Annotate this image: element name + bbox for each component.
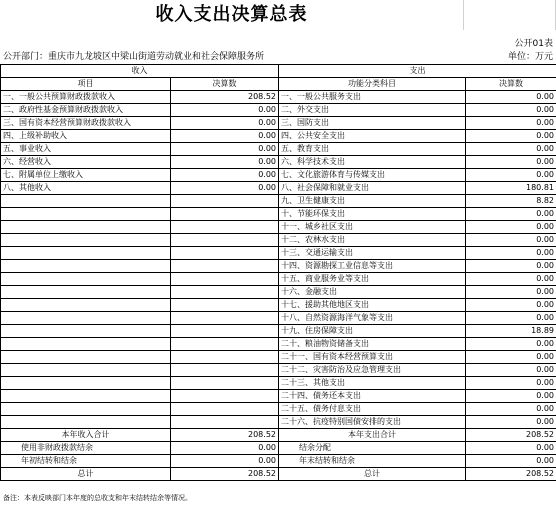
income-amount xyxy=(171,338,279,351)
income-amount: 0.00 xyxy=(171,117,279,130)
expense-amount: 0.00 xyxy=(466,156,556,169)
expense-item: 二、外交支出 xyxy=(279,104,466,117)
income-item: 五、事业收入 xyxy=(1,143,171,156)
expense-item: 十二、农林水支出 xyxy=(279,234,466,247)
table-row xyxy=(1,338,556,351)
income-amount xyxy=(171,377,279,390)
table-row xyxy=(1,351,556,364)
expense-header: 支出 xyxy=(279,65,556,78)
income-item: 总计 xyxy=(1,468,171,481)
unit-label: 单位：万元 xyxy=(507,52,553,62)
expense-item: 二十五、债务付息支出 xyxy=(279,403,466,416)
expense-amount: 0.00 xyxy=(466,390,556,403)
table-row xyxy=(1,221,556,234)
expense-item: 一、一般公共服务支出 xyxy=(279,91,466,104)
income-item xyxy=(1,286,171,299)
expense-amount: 0.00 xyxy=(466,117,556,130)
expense-item: 十八、自然资源海洋气象等支出 xyxy=(279,312,466,325)
table-row xyxy=(1,455,556,468)
table-row xyxy=(1,325,556,338)
expense-amount: 0.00 xyxy=(466,143,556,156)
table-row xyxy=(1,143,556,156)
income-amount: 0.00 xyxy=(171,130,279,143)
expense-item: 十、节能环保支出 xyxy=(279,208,466,221)
income-amount: 208.52 xyxy=(171,429,279,442)
income-item: 使用非财政拨款结余 xyxy=(1,442,171,455)
expense-item: 年末结转和结余 xyxy=(279,455,466,468)
income-item xyxy=(1,338,171,351)
income-item xyxy=(1,208,171,221)
income-amount xyxy=(171,364,279,377)
expense-item: 五、教育支出 xyxy=(279,143,466,156)
expense-item: 八、社会保障和就业支出 xyxy=(279,182,466,195)
table-row xyxy=(1,234,556,247)
expense-item: 三、国防支出 xyxy=(279,117,466,130)
expense-item: 十五、商业服务业等支出 xyxy=(279,273,466,286)
income-amount xyxy=(171,286,279,299)
form-number: 公开01表 xyxy=(514,39,553,49)
income-amount xyxy=(171,403,279,416)
table-row xyxy=(1,364,556,377)
amount2-header: 决算数 xyxy=(466,78,556,91)
table-header-group xyxy=(1,65,556,78)
expense-amount: 0.00 xyxy=(466,338,556,351)
income-amount xyxy=(171,351,279,364)
income-amount: 0.00 xyxy=(171,156,279,169)
expense-amount: 0.00 xyxy=(466,273,556,286)
income-expense-table xyxy=(0,64,556,481)
table-column-header xyxy=(1,78,556,91)
income-amount: 208.52 xyxy=(171,91,279,104)
function-item-header: 功能分类科目 xyxy=(279,78,466,91)
income-item: 八、其他收入 xyxy=(1,182,171,195)
expense-amount: 0.00 xyxy=(466,169,556,182)
income-amount xyxy=(171,416,279,429)
expense-item: 二十三、其他支出 xyxy=(279,377,466,390)
expense-amount: 0.00 xyxy=(466,130,556,143)
income-item xyxy=(1,221,171,234)
expense-amount: 18.89 xyxy=(466,325,556,338)
table-row xyxy=(1,429,556,442)
income-item xyxy=(1,351,171,364)
income-item xyxy=(1,390,171,403)
expense-item: 四、公共安全支出 xyxy=(279,130,466,143)
table-row xyxy=(1,299,556,312)
income-amount xyxy=(171,325,279,338)
table-row xyxy=(1,117,556,130)
table-row xyxy=(1,156,556,169)
table-row xyxy=(1,104,556,117)
income-item: 一、一般公共预算财政拨款收入 xyxy=(1,91,171,104)
income-amount: 0.00 xyxy=(171,182,279,195)
footnote: 备注：本表反映部门本年度的总收支和年末结转结余等情况。 xyxy=(3,494,192,502)
income-item xyxy=(1,325,171,338)
expense-item: 结余分配 xyxy=(279,442,466,455)
item-header: 项目 xyxy=(1,78,171,91)
expense-item: 二十四、债务还本支出 xyxy=(279,390,466,403)
table-row xyxy=(1,390,556,403)
expense-item: 六、科学技术支出 xyxy=(279,156,466,169)
table-row xyxy=(1,442,556,455)
expense-amount: 0.00 xyxy=(466,221,556,234)
expense-item: 二十二、灾害防治及应急管理支出 xyxy=(279,364,466,377)
expense-amount: 8.82 xyxy=(466,195,556,208)
department-label: 公开部门：重庆市九龙坡区中梁山街道劳动就业和社会保障服务所 xyxy=(3,52,265,62)
income-item xyxy=(1,247,171,260)
table-row xyxy=(1,130,556,143)
table-row xyxy=(1,312,556,325)
income-amount: 208.52 xyxy=(171,468,279,481)
income-amount xyxy=(171,208,279,221)
income-amount: 0.00 xyxy=(171,104,279,117)
table-row xyxy=(1,91,556,104)
income-item: 四、上级补助收入 xyxy=(1,130,171,143)
expense-item: 本年支出合计 xyxy=(279,429,466,442)
income-item xyxy=(1,299,171,312)
table-row xyxy=(1,416,556,429)
expense-amount: 0.00 xyxy=(466,442,556,455)
expense-amount: 208.52 xyxy=(466,429,556,442)
table-row xyxy=(1,260,556,273)
expense-item: 十七、援助其他地区支出 xyxy=(279,299,466,312)
expense-item: 二十、粮油物资储备支出 xyxy=(279,338,466,351)
expense-item: 十一、城乡社区支出 xyxy=(279,221,466,234)
income-item: 年初结转和结余 xyxy=(1,455,171,468)
table-row xyxy=(1,247,556,260)
income-header: 收入 xyxy=(1,65,279,78)
expense-amount: 0.00 xyxy=(466,312,556,325)
income-item: 三、国有资本经营预算财政拨款收入 xyxy=(1,117,171,130)
income-amount: 0.00 xyxy=(171,455,279,468)
expense-item: 九、卫生健康支出 xyxy=(279,195,466,208)
table-row xyxy=(1,403,556,416)
income-amount xyxy=(171,234,279,247)
expense-item: 二十六、抗疫特别国债安排的支出 xyxy=(279,416,466,429)
expense-amount: 0.00 xyxy=(466,416,556,429)
income-item: 二、政府性基金预算财政拨款收入 xyxy=(1,104,171,117)
table-row xyxy=(1,208,556,221)
income-item xyxy=(1,416,171,429)
title-grid-cell xyxy=(463,0,556,30)
table-row xyxy=(1,468,556,481)
income-item: 六、经营收入 xyxy=(1,156,171,169)
income-item xyxy=(1,364,171,377)
expense-amount: 180.81 xyxy=(466,182,556,195)
income-amount xyxy=(171,195,279,208)
expense-item: 十三、交通运输支出 xyxy=(279,247,466,260)
income-amount xyxy=(171,273,279,286)
table-row xyxy=(1,273,556,286)
income-amount: 0.00 xyxy=(171,143,279,156)
income-item: 本年收入合计 xyxy=(1,429,171,442)
expense-item: 十四、资源勘探工业信息等支出 xyxy=(279,260,466,273)
expense-amount: 0.00 xyxy=(466,91,556,104)
expense-amount: 0.00 xyxy=(466,377,556,390)
expense-amount: 0.00 xyxy=(466,364,556,377)
expense-amount: 0.00 xyxy=(466,286,556,299)
expense-item: 十九、住房保障支出 xyxy=(279,325,466,338)
income-amount xyxy=(171,299,279,312)
page-title: 收入支出决算总表 xyxy=(155,4,308,25)
income-item xyxy=(1,312,171,325)
income-item xyxy=(1,234,171,247)
expense-amount: 0.00 xyxy=(466,351,556,364)
expense-amount: 0.00 xyxy=(466,403,556,416)
table-row xyxy=(1,195,556,208)
income-amount xyxy=(171,221,279,234)
income-amount xyxy=(171,260,279,273)
income-amount xyxy=(171,312,279,325)
income-item xyxy=(1,195,171,208)
income-item xyxy=(1,273,171,286)
table-row xyxy=(1,286,556,299)
income-amount xyxy=(171,247,279,260)
expense-amount: 208.52 xyxy=(466,468,556,481)
table-row xyxy=(1,182,556,195)
table-row xyxy=(1,169,556,182)
income-amount xyxy=(171,390,279,403)
expense-item: 十六、金融支出 xyxy=(279,286,466,299)
income-amount: 0.00 xyxy=(171,169,279,182)
expense-amount: 0.00 xyxy=(466,104,556,117)
income-item xyxy=(1,260,171,273)
expense-amount: 0.00 xyxy=(466,455,556,468)
expense-item: 二十一、国有资本经营预算支出 xyxy=(279,351,466,364)
expense-amount: 0.00 xyxy=(466,247,556,260)
expense-item: 总计 xyxy=(279,468,466,481)
expense-item: 七、文化旅游体育与传媒支出 xyxy=(279,169,466,182)
expense-amount: 0.00 xyxy=(466,234,556,247)
income-amount: 0.00 xyxy=(171,442,279,455)
income-item: 七、附属单位上缴收入 xyxy=(1,169,171,182)
expense-amount: 0.00 xyxy=(466,299,556,312)
expense-amount: 0.00 xyxy=(466,260,556,273)
income-item xyxy=(1,403,171,416)
expense-amount: 0.00 xyxy=(466,208,556,221)
income-item xyxy=(1,377,171,390)
amount-header: 决算数 xyxy=(171,78,279,91)
table-row xyxy=(1,377,556,390)
